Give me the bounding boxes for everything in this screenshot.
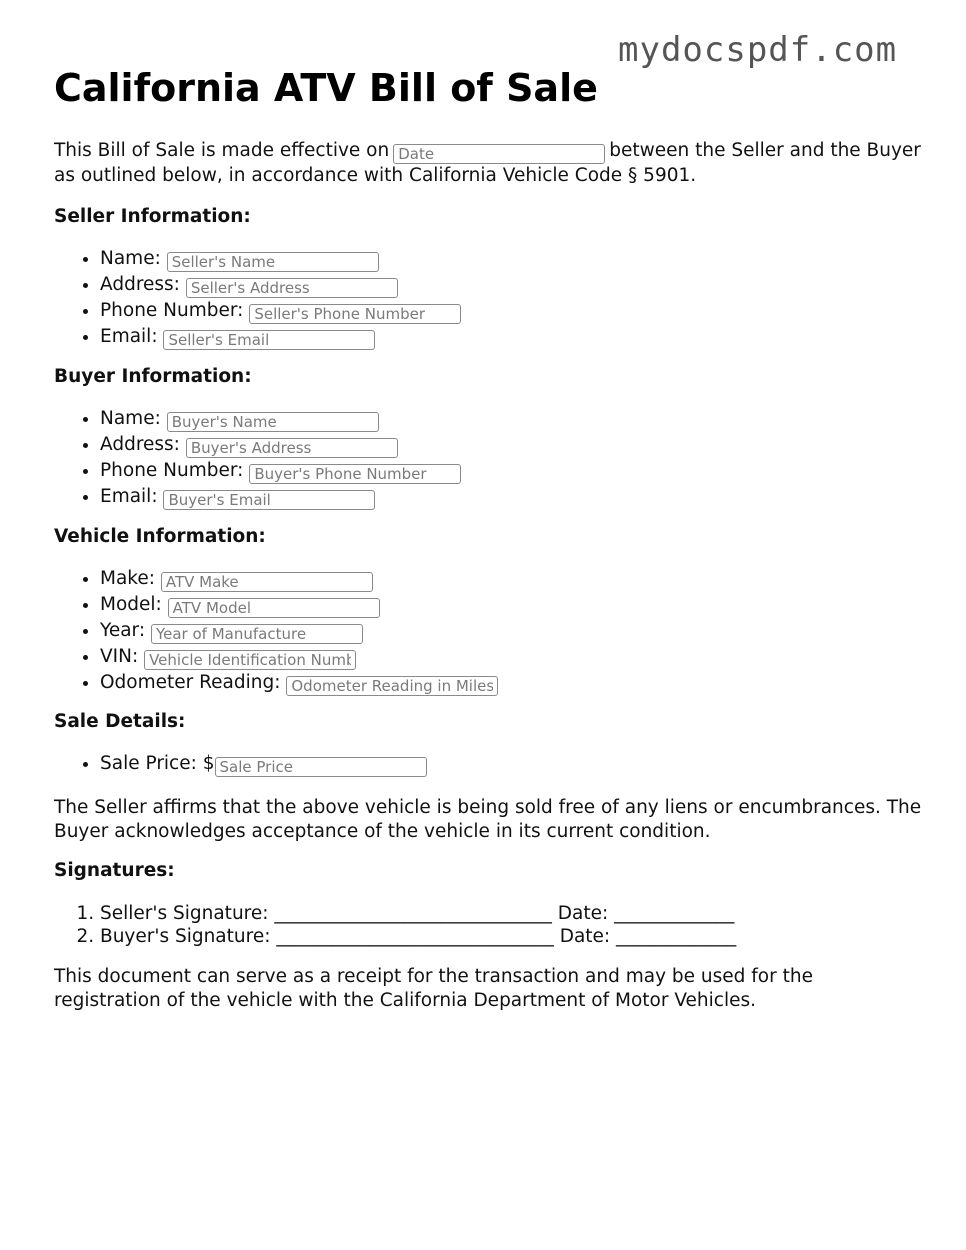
seller-list xyxy=(54,246,461,350)
seller-name-label: Name: xyxy=(100,248,161,269)
seller-signature-line: 1. Seller's Signature: ______________________________ Date: _____________ xyxy=(100,902,736,925)
vehicle-make-input[interactable] xyxy=(161,572,373,592)
vehicle-model-item xyxy=(100,592,498,618)
vehicle-vin-label: VIN: xyxy=(100,646,139,667)
affirmation-paragraph: The Seller affirms that the above vehicle is being sold free of any liens or encumbrances. The Buyer acknowledges acceptance of the vehicle in its current condition. xyxy=(54,797,922,842)
vehicle-make-item xyxy=(100,566,498,592)
buyer-address-label: Address: xyxy=(100,434,180,455)
sale-price-item xyxy=(100,751,427,777)
intro-paragraph xyxy=(54,139,924,188)
buyer-name-item xyxy=(100,406,461,432)
buyer-phone-input[interactable] xyxy=(249,464,461,484)
seller-email-label: Email: xyxy=(100,326,158,347)
vehicle-heading: Vehicle Information: xyxy=(54,526,266,547)
seller-phone-label: Phone Number: xyxy=(100,300,244,321)
seller-address-item xyxy=(100,272,461,298)
watermark: mydocspdf.com xyxy=(618,30,898,70)
sale-list xyxy=(54,751,427,777)
vehicle-year-input[interactable] xyxy=(151,624,363,644)
buyer-heading: Buyer Information: xyxy=(54,366,252,387)
vehicle-list xyxy=(54,566,498,696)
buyer-phone-item xyxy=(100,458,461,484)
seller-name-item xyxy=(100,246,461,272)
buyer-list xyxy=(54,406,461,510)
signatures-list xyxy=(54,902,736,948)
intro-text-before: This Bill of Sale is made effective on xyxy=(54,140,390,161)
effective-date-input[interactable] xyxy=(393,144,605,164)
vehicle-year-item xyxy=(100,618,498,644)
buyer-name-input[interactable] xyxy=(167,412,379,432)
seller-address-input[interactable] xyxy=(186,278,398,298)
seller-heading: Seller Information: xyxy=(54,206,251,227)
seller-email-item xyxy=(100,324,461,350)
seller-phone-item xyxy=(100,298,461,324)
buyer-address-item xyxy=(100,432,461,458)
buyer-email-input[interactable] xyxy=(163,490,375,510)
vehicle-odometer-input[interactable] xyxy=(286,676,498,696)
closing-paragraph: This document can serve as a receipt for the transaction and may be used for the registration of the vehicle with the California Department of Motor Vehicles. xyxy=(54,966,813,1011)
buyer-phone-label: Phone Number: xyxy=(100,460,244,481)
seller-name-input[interactable] xyxy=(167,252,379,272)
seller-email-input[interactable] xyxy=(163,330,375,350)
signatures-heading: Signatures: xyxy=(54,860,175,881)
vehicle-model-input[interactable] xyxy=(168,598,380,618)
buyer-email-item xyxy=(100,484,461,510)
buyer-email-label: Email: xyxy=(100,486,158,507)
vehicle-vin-input[interactable] xyxy=(144,650,356,670)
vehicle-model-label: Model: xyxy=(100,594,162,615)
vehicle-odometer-label: Odometer Reading: xyxy=(100,672,281,693)
buyer-name-label: Name: xyxy=(100,408,161,429)
seller-phone-input[interactable] xyxy=(249,304,461,324)
intro-text-after: between the Seller and the Buyer as outlined below, in accordance with California Vehicle Code § 5901. xyxy=(54,140,921,186)
vehicle-make-label: Make: xyxy=(100,568,155,589)
buyer-signature-line: 2. Buyer's Signature: ______________________________ Date: _____________ xyxy=(100,925,736,948)
sale-price-label: Sale Price: $ xyxy=(100,753,215,774)
vehicle-year-label: Year: xyxy=(100,620,146,641)
sale-heading: Sale Details: xyxy=(54,711,186,732)
buyer-address-input[interactable] xyxy=(186,438,398,458)
vehicle-odometer-item xyxy=(100,670,498,696)
page-title: California ATV Bill of Sale xyxy=(54,66,598,110)
vehicle-vin-item xyxy=(100,644,498,670)
sale-price-input[interactable] xyxy=(215,757,427,777)
seller-address-label: Address: xyxy=(100,274,180,295)
